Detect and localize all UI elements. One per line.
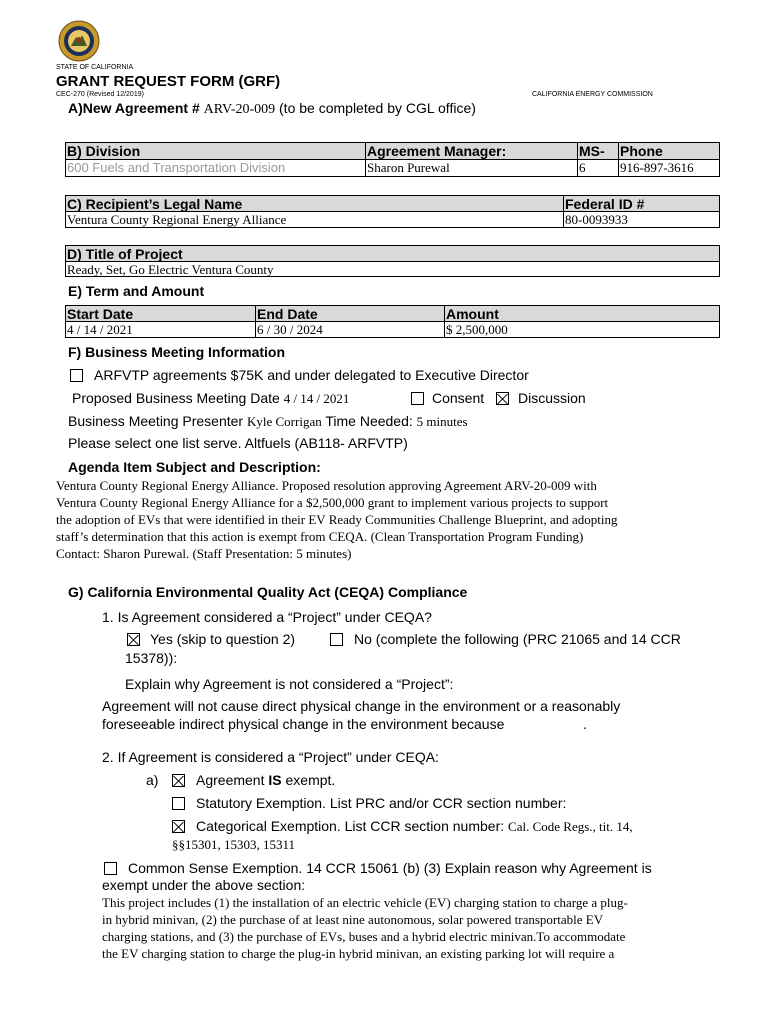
- amount-field[interactable]: $ 2,500,000: [446, 322, 508, 337]
- statutory-checkbox[interactable]: [172, 797, 185, 810]
- explanation-line: the EV charging station to charge the plug-in hybrid minivan, an existing parking lot will require a: [102, 946, 615, 961]
- agenda-line: Contact: Sharon Purewal. (Staff Presentation: 5 minutes): [56, 546, 352, 561]
- agenda-line: the adoption of EVs that were identified in their EV Ready Communities Challenge Blueprint, and adopting: [56, 512, 618, 527]
- listserve-row: [68, 435, 408, 451]
- common-sense-label: Common Sense Exemption. 14 CCR 15061 (b) (3) Explain reason why Agreement is: [128, 860, 652, 876]
- consent-label: Consent: [432, 390, 485, 406]
- is-exempt-post: exempt.: [281, 772, 336, 788]
- ms-field[interactable]: 6: [579, 160, 586, 175]
- explanation-line: charging stations, and (3) the purchase of EVs, buses and a hybrid electric minivan.To accommodate: [102, 929, 626, 944]
- meeting-date-label: Proposed Business Meeting Date: [72, 390, 280, 406]
- common-sense-label-cont: exempt under the above section:: [102, 877, 306, 893]
- project-no-label: No (complete the following (PRC 21065 and 14 CCR: [354, 631, 681, 647]
- explain-label: Explain why Agreement is not considered a “Project”:: [125, 676, 454, 692]
- categorical-row: [196, 818, 633, 835]
- presenter-label: Business Meeting Presenter: [68, 413, 244, 429]
- form-code: CEC-270 (Revised 12/2019): [56, 91, 144, 98]
- phone-field[interactable]: 916-897-3616: [620, 160, 694, 175]
- explanation-line: in hybrid minivan, (2) the purchase of at least nine autonomous, solar powered transportable EV: [102, 912, 604, 927]
- project-yes-checkbox[interactable]: [127, 633, 140, 646]
- amount-label: Amount: [446, 306, 499, 322]
- arfvtp-checkbox[interactable]: [70, 369, 83, 382]
- project-no-label-cont: 15378)):: [125, 650, 178, 666]
- categorical-checkbox[interactable]: [172, 820, 185, 833]
- explain-line-2: foreseeable indirect physical change in the environment because: [102, 716, 505, 732]
- arfvtp-label: ARFVTP agreements $75K and under delegated to Executive Director: [94, 367, 529, 383]
- agenda-line: Ventura County Regional Energy Alliance. Proposed resolution approving Agreement ARV-20-009 with: [56, 478, 597, 493]
- section-a-label: A)New Agreement #: [68, 100, 200, 116]
- option-a-label: a): [146, 772, 159, 788]
- consent-checkbox[interactable]: [411, 392, 424, 405]
- business-meeting-heading: F) Business Meeting Information: [68, 344, 286, 360]
- recipient-table: [65, 195, 720, 228]
- recipient-field[interactable]: Ventura County Regional Energy Alliance: [67, 212, 287, 227]
- question-1: 1. Is Agreement considered a “Project” under CEQA?: [102, 609, 432, 625]
- end-date-field[interactable]: 6 / 30 / 2024: [257, 322, 323, 337]
- title-table: [65, 245, 720, 277]
- is-exempt-label: [196, 772, 335, 788]
- is-exempt-bold: IS: [268, 772, 282, 788]
- explain-line-1: Agreement will not cause direct physical change in the environment or a reasonably: [102, 698, 621, 714]
- california-seal-icon: [58, 20, 100, 62]
- project-title-label: D) Title of Project: [67, 246, 183, 262]
- ms-label: MS-: [579, 143, 605, 159]
- is-exempt-pre: Agreement: [196, 772, 269, 788]
- term-heading: E) Term and Amount: [68, 283, 205, 299]
- agenda-line: staff’s determination that this action is exempt from CEQA. (Clean Transportation Program Funding): [56, 529, 584, 544]
- manager-field[interactable]: Sharon Purewal: [367, 160, 450, 175]
- meeting-date-row: [72, 390, 349, 407]
- agreement-number: ARV-20-009: [203, 102, 276, 117]
- presenter-row: [68, 413, 468, 430]
- listserve-select[interactable]: Altfuels (AB118- ARFVTP): [244, 435, 408, 451]
- agenda-description[interactable]: [56, 477, 721, 562]
- agenda-line: Ventura County Regional Energy Alliance for a $2,500,000 grant to implement various projects to support: [56, 495, 609, 510]
- discussion-label: Discussion: [518, 390, 586, 406]
- common-sense-checkbox[interactable]: [104, 862, 117, 875]
- question-2: 2. If Agreement is considered a “Project” under CEQA:: [102, 749, 439, 765]
- division-field[interactable]: 600 Fuels and Transportation Division: [67, 160, 286, 175]
- time-label: Time Needed:: [325, 413, 413, 429]
- categorical-field-cont[interactable]: §§15301, 15303, 15311: [172, 837, 296, 852]
- term-table: [65, 305, 720, 338]
- division-table: [65, 142, 720, 177]
- manager-label: Agreement Manager:: [367, 143, 507, 159]
- time-field[interactable]: 5 minutes: [416, 414, 468, 429]
- agenda-heading: Agenda Item Subject and Description:: [68, 459, 321, 475]
- ceqa-heading: G) California Environmental Quality Act (CEQA) Compliance: [68, 584, 468, 600]
- division-label: B) Division: [67, 143, 141, 159]
- start-date-field[interactable]: 4 / 14 / 2021: [67, 322, 133, 337]
- state-label: STATE OF CALIFORNIA: [56, 64, 134, 71]
- section-a: [68, 100, 476, 118]
- phone-label: Phone: [620, 143, 663, 159]
- categorical-field[interactable]: Cal. Code Regs., tit. 14,: [508, 819, 633, 834]
- statutory-label: Statutory Exemption. List PRC and/or CCR section number:: [196, 795, 567, 811]
- listserve-label: Please select one list serve.: [68, 435, 242, 451]
- is-exempt-checkbox[interactable]: [172, 774, 185, 787]
- form-title: GRANT REQUEST FORM (GRF): [56, 73, 281, 90]
- start-date-label: Start Date: [67, 306, 134, 322]
- project-title-field[interactable]: Ready, Set, Go Electric Ventura County: [67, 262, 274, 277]
- commission-label: CALIFORNIA ENERGY COMMISSION: [532, 91, 653, 98]
- explanation-line: This project includes (1) the installation of an electric vehicle (EV) charging station to charge a plug-: [102, 895, 628, 910]
- federal-id-label: Federal ID #: [565, 196, 645, 212]
- presenter-field[interactable]: Kyle Corrigan: [246, 414, 322, 429]
- end-date-label: End Date: [257, 306, 318, 322]
- common-sense-explanation[interactable]: [102, 894, 722, 962]
- recipient-label: C) Recipient’s Legal Name: [67, 196, 243, 212]
- meeting-date-field[interactable]: 4 / 14 / 2021: [283, 391, 350, 406]
- federal-id-field[interactable]: 80-0093933: [565, 212, 628, 227]
- categorical-label: Categorical Exemption. List CCR section number:: [196, 818, 505, 834]
- explain-period: .: [583, 716, 587, 732]
- agreement-note: (to be completed by CGL office): [279, 100, 476, 116]
- project-no-checkbox[interactable]: [330, 633, 343, 646]
- explain-field[interactable]: [540, 716, 580, 732]
- discussion-checkbox[interactable]: [496, 392, 509, 405]
- project-yes-label: Yes (skip to question 2): [150, 631, 296, 647]
